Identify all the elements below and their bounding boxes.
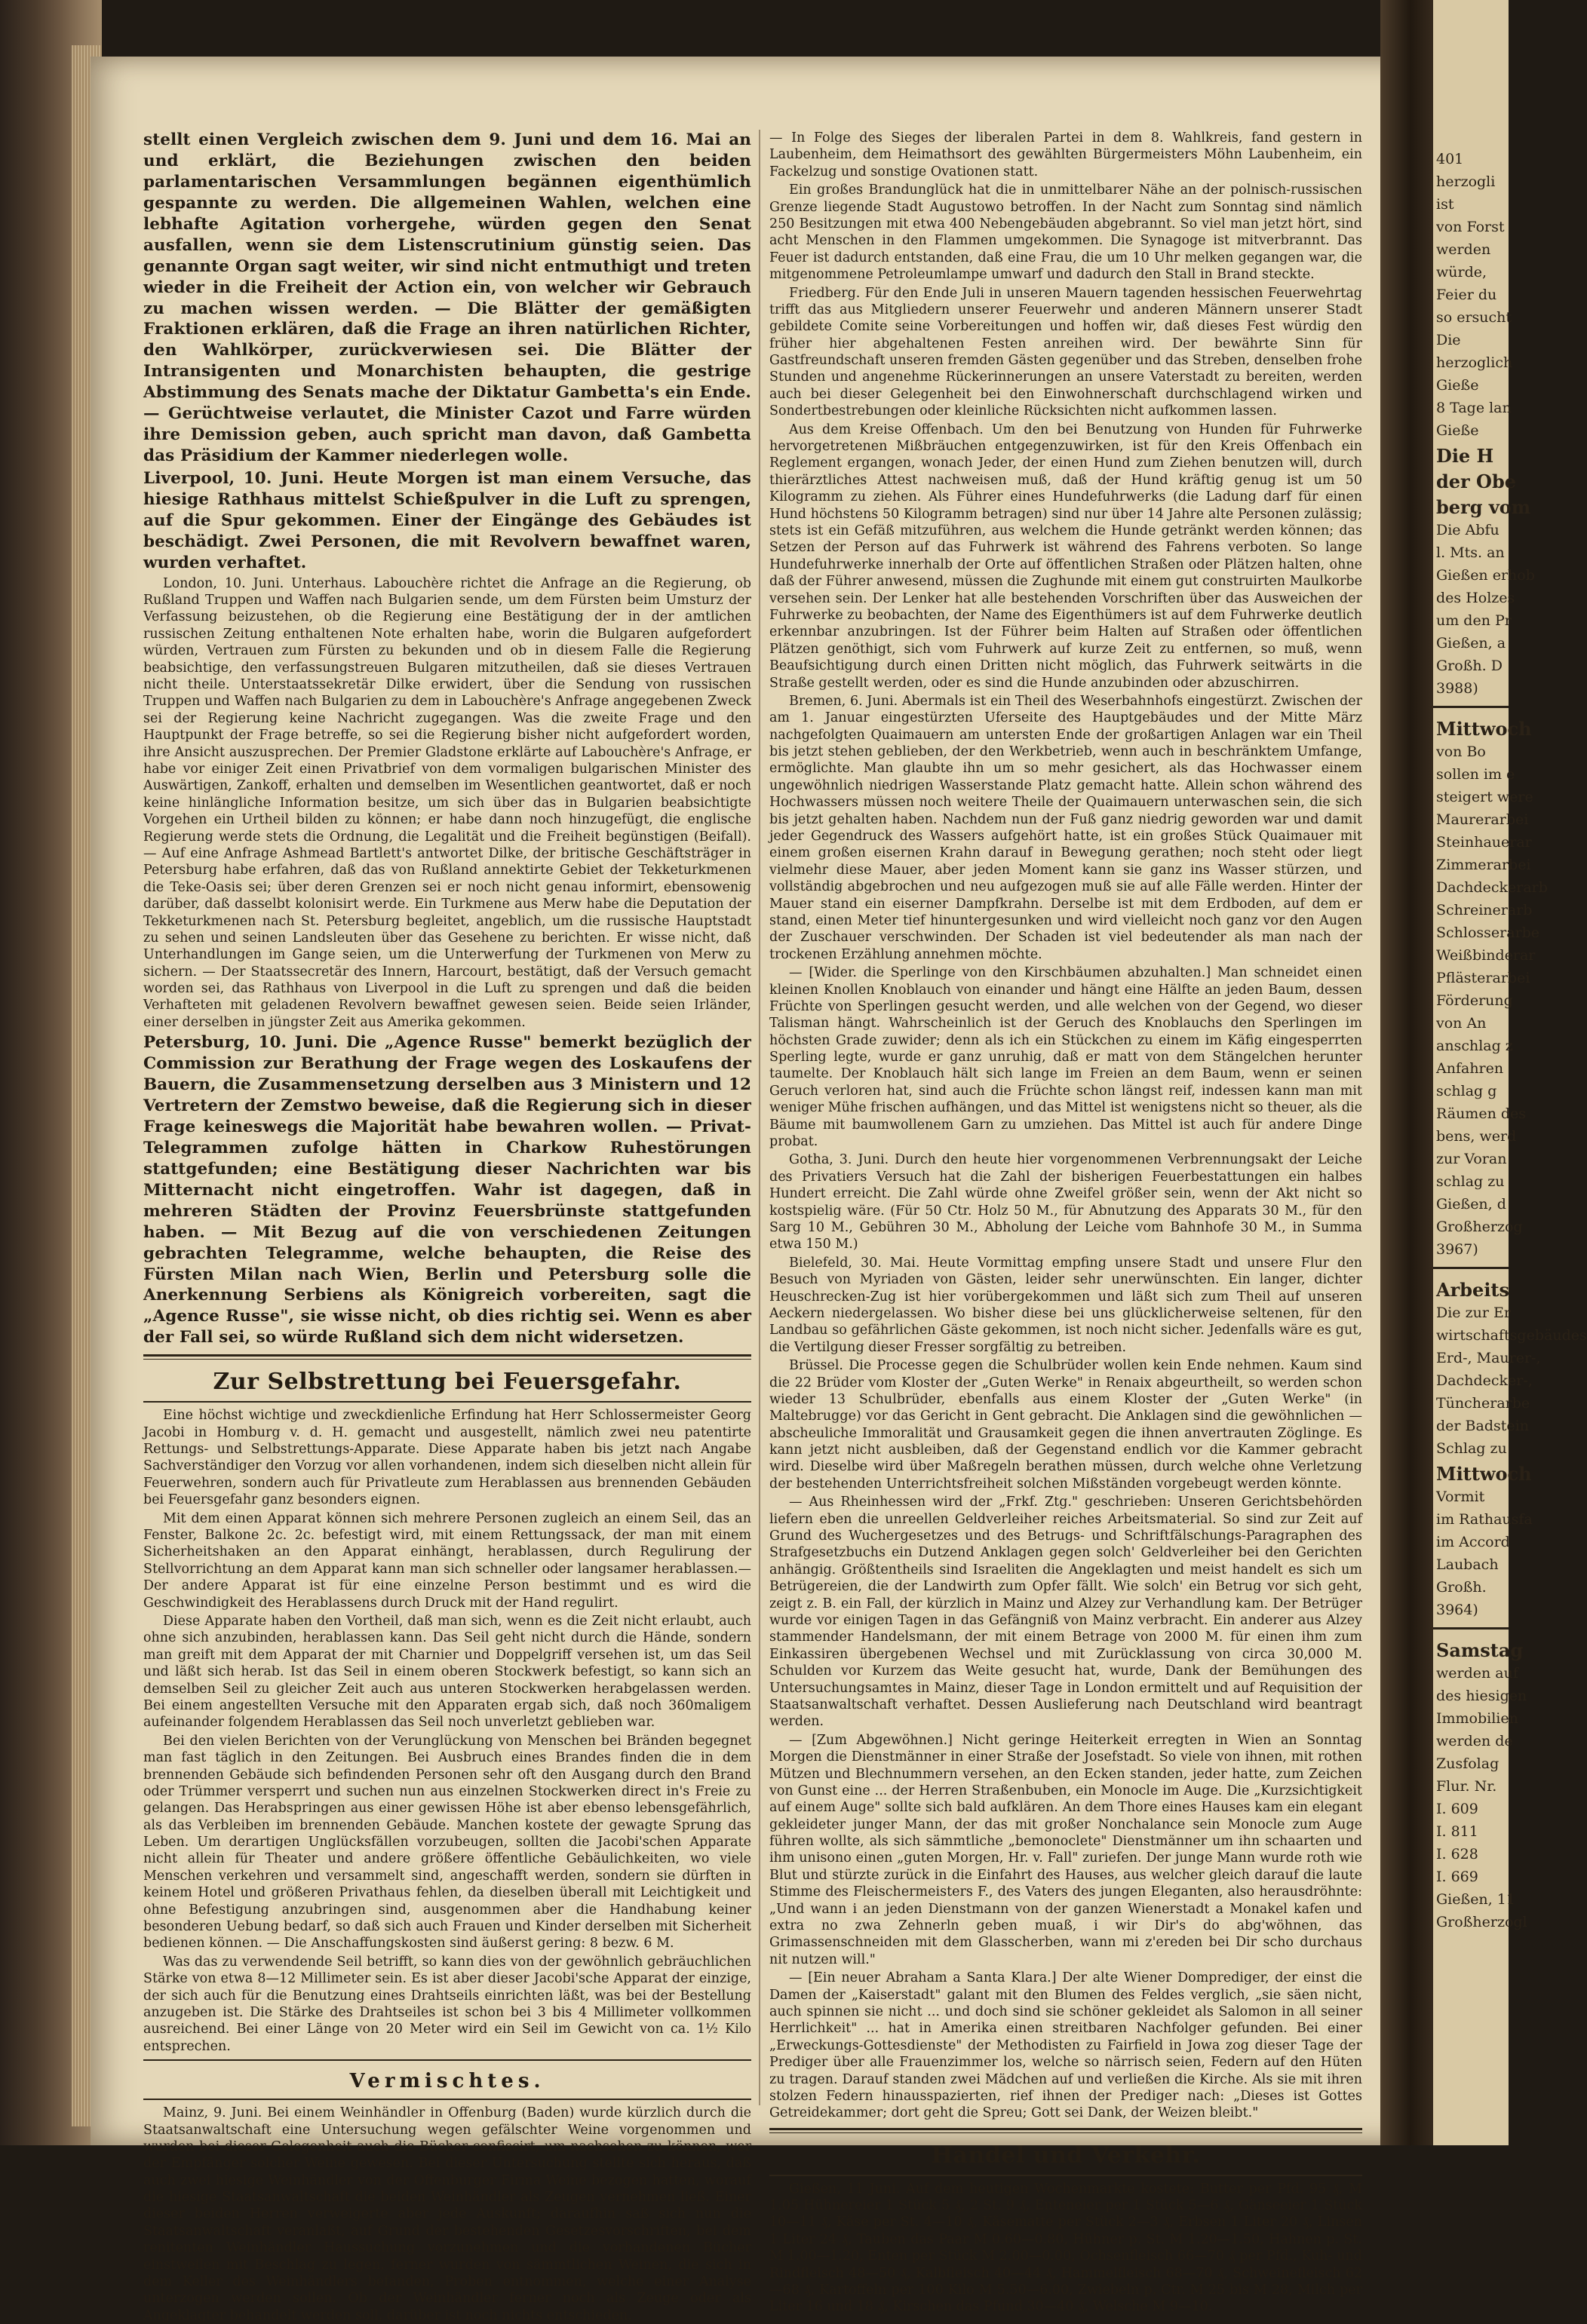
next-page-text: Dachdeckerarb	[1436, 879, 1548, 896]
next-page-text: Die	[1436, 332, 1461, 348]
next-page-text: 3988)	[1436, 680, 1478, 697]
next-page-text: Feier du	[1436, 287, 1497, 303]
next-page-text: steigert were	[1436, 789, 1533, 805]
next-page-text: Gießen erhob	[1436, 567, 1535, 584]
next-page-text: Schlag zu	[1436, 1440, 1507, 1457]
section-rule	[143, 1401, 751, 1403]
next-page-text: im Rathausfa	[1436, 1511, 1533, 1528]
next-page-rule	[1433, 1627, 1509, 1630]
next-page-rule	[1433, 706, 1509, 708]
next-page-text: würde,	[1436, 264, 1487, 281]
selbstrettung-para: Diese Apparate haben den Vortheil, daß man sich, wenn es die Zeit nicht erlaubt, auch ohne sich anzubinden, herablassen kann. Das Seil geht nicht durch die Hände, sondern man greift mit dem Apparat der mit Charnier und Doppelgriff versehen ist, um das Seil und läßt sich herab. Ist das Seil in einem oberen Stockwerk befestigt, so kann sich an demselben Seil zu gleicher Zeit auch aus unteren Stockwerken herabgelassen werden. Bei einem angestellten Versuche mit den Apparaten ergab sich, daß noch 360maligem aufeinander folgendem Herablassen das Seil noch unverletzt geblieben war.	[143, 1613, 751, 1731]
section-rule	[143, 1354, 751, 1360]
left-column	[143, 130, 751, 2323]
next-page-text: werden de	[1436, 1733, 1513, 1749]
next-page-text: herzogli	[1436, 173, 1496, 190]
next-page-text: von Bo	[1436, 743, 1486, 760]
next-page-text: I. 811	[1436, 1823, 1478, 1840]
next-page-text: Förderung	[1436, 992, 1513, 1009]
next-page-text: von An	[1436, 1015, 1487, 1032]
next-page-text: Laubach	[1436, 1556, 1499, 1573]
next-page-text: Die H	[1436, 445, 1494, 467]
selbstrettung-para: Mit dem einen Apparat können sich mehrere Personen zugleich an einem Seil, das an Fenster, Balkone 2c. 2c. befestigt wird, mit einem Rettungssack, der man mit einem Sicherheitshaken an den Apparat einhängt, herablassen, durch Regulirung der Stellvorrichtung an dem Apparat kann man sich schneller oder langsamer herablassen.— Der andere Apparat ist für eine einzelne Person bestimmt und es wird die Geschwindigkeit des Herablassens durch Druck mit der Hand regulirt.	[143, 1510, 751, 1611]
next-page-text: Weißbinderar	[1436, 947, 1536, 964]
section-rule	[769, 2128, 1362, 2133]
next-page-text: ist	[1436, 196, 1454, 213]
next-page-text: schlag zu	[1436, 1173, 1505, 1190]
next-page-text: der Obe	[1436, 471, 1517, 492]
next-page-text: der Badstein	[1436, 1418, 1529, 1434]
next-page-text: so ersucht	[1436, 309, 1512, 326]
next-page-text: Gieße	[1436, 377, 1479, 394]
next-page-text: schlag g	[1436, 1083, 1497, 1099]
next-page-text: anschlag z	[1436, 1038, 1513, 1054]
next-page-text: Gießen, a	[1436, 635, 1506, 652]
next-page-text: Großh.	[1436, 1579, 1487, 1596]
next-page-text: Großherzogl	[1436, 1914, 1527, 1930]
article-augustowo: Ein großes Brandunglück hat die in unmittelbarer Nähe an der polnisch-russischen Grenze liegende Stadt Augustowo betroffen. In der Nacht zum Sonntag sind nämlich 250 Besitzungen mit etwa 400 Nebengebäuden abgebrannt. So viel man jetzt hört, sind acht Menschen in den Flammen umgekommen. Die Synagoge ist mitverbrannt. Das Feuer ist dadurch entstanden, daß eine Frau, die um 10 Uhr melken gegangen war, die mitgenommene Petroleumlampe umwarf und dadurch den Stall in Brand steckte.	[769, 182, 1362, 283]
next-page-text: wirtschaftsgebäudes	[1436, 1327, 1587, 1344]
next-page-text: 8 Tage lan	[1436, 400, 1512, 416]
article-rheinhessen: — Aus Rheinhessen wird der „Frkf. Ztg." geschrieben: Unseren Gerichtsbehörden liefern eben die unreellen Geldverleiher reiches Arbeitsmaterial. So sind zur Zeit auf Grund des Wuchergesetzes und des Betrugs- und Schriftfälschungs-Paragraphen des Strafgesetzbuchs ein Dutzend Anklagen gegen solch' Geldverleiher bei den Gerichten anhängig. Größtentheils sind Israeliten die Angeklagten und meist handelt es sich um Betrügereien, die der Landwirth zum Opfer fällt. Wie solch' ein Betrug vor sich geht, zeigt z. B. ein Fall, der kürzlich in Mainz und Alzey zur Verhandlung kam. Der Betrüger wurde vor einigen Tagen in das Gefängniß von Mainz verbracht. Ein anderer aus Alzey stammender Handelsmann, der mit einem Betrage von 2000 M. für einen ihm zum Einkassiren übergebenen Wechsel und mit Zurücklassung von circa 30,000 M. Schulden vor Kurzem das Weite gesucht hat, wurde, Dank der Bemühungen des Untersuchungsamtes in Mainz, dieser Tage in London ermittelt und auf Requisition der Staatsanwaltschaft verhaftet. Dessen Auslieferung nach Deutschland wird beantragt werden.	[769, 1495, 1362, 1730]
next-page-text: Mittwoch	[1436, 1463, 1532, 1485]
article-bielefeld: Bielefeld, 30. Mai. Heute Vormittag empfing unsere Stadt und unsere Flur den Besuch von Myriaden von Gästen, leider sehr unerwünschten. Ein langer, dichter Heuschrecken-Zug ist hier vorübergekommen und läßt sich zum Theil auf unseren Aeckern niedergelassen. Wo bisher diese bei uns glücklicherweise seltenen, für den Landbau so gefährlichen Gäste gekommen, ist noch nicht sicher. Jedenfalls wäre es gut, die Vertilgung dieser Fresser sorgfältig zu betreiben.	[769, 1255, 1362, 1355]
next-page-text: Mittwoch	[1436, 718, 1532, 740]
article-gotha: Gotha, 3. Juni. Durch den heute hier vorgenommenen Verbrennungsakt der Leiche des Privatiers Versuch hat die Zahl der bisherigen Feuerbestattungen ein halbes Hundert erreicht. Die Zahl würde ohne Zweifel größer sein, wenn der Akt nicht so kostspielig wäre. (Für 50 Ctr. Holz 50 M., für Abnutzung des Apparats 30 M., für den Sarg 10 M., Gebühren 30 M., Abholung der Leiche vom Bahnhofe 30 M., in Summa etwa 150 M.)	[769, 1152, 1362, 1252]
next-page-text: um den Pr	[1436, 612, 1512, 629]
next-page-text: Flur. Nr.	[1436, 1778, 1497, 1795]
next-page-text: von Forst	[1436, 219, 1505, 235]
selbstrettung-para: Bei den vielen Berichten von der Verunglückung von Menschen bei Bränden begegnet man fast täglich in den Zeitungen. Bei Ausbruch eines Brandes finden die in dem brennenden Gebäude sich befindenden Personen sehr oft den Ausgang durch den Brand oder Trümmer versperrt und suchen nun aus einzelnen Stockwerken direct in's Freie zu gelangen. Das Herabspringen aus einer gewissen Höhe ist aber ebenso lebensgefährlich, als das Verbleiben im brennenden Gebäude. Manchen kostete der gewagte Sprung das Leben. Um derartigen Unglücksfällen vorzubeugen, sollten die Jacobi'schen Apparate nicht allein für Theater und andere größere öffentliche Gebäulichkeiten, wo viele Menschen verkehren und versammelt sind, angeschafft werden, sondern sie dürften in keinem Hotel und größeren Privathaus fehlen, da dieselben überall mit Leichtigkeit und ohne Befestigung anzubringen sind, ausgenommen aber die Handhabung keiner besonderen Uebung bedarf, so daß sich auch Frauen und Kinder derselben mit Sicherheit bedienen können. — Die Anschaffungskosten sind äußerst gering: 8 bezw. 6 M.	[143, 1733, 751, 1951]
next-page-text: Schreinerarb	[1436, 902, 1533, 918]
article-bruessel: Brüssel. Die Processe gegen die Schulbrüder wollen kein Ende nehmen. Kaum sind die 22 Brüder vom Kloster der „Guten Werke" in Renaix abgeurtheilt, so werden schon wieder 13 Schulbrüder, ebenfalls aus einem Kloster der „Guten Werke" (in Maltebrugge) vor das Gericht in Gent gebracht. Die Anklagen sind die gewöhnlichen — abscheuliche Immoralität und Grausamkeit gegen die ihnen anvertrauten Zöglinge. Es kann jetzt nicht ausbleiben, daß der Gegenstand endlich vor die Kammer gebracht wird. Dieselbe wird über Maßregeln berathen müssen, durch welche ohne Verletzung der bestehenden Unterrichtsfreiheit solchen Mißständen vorgebeugt werden könnte.	[769, 1358, 1362, 1492]
article-bremen: Bremen, 6. Juni. Abermals ist ein Theil des Weserbahnhofs eingestürzt. Zwischen der am 1. Januar eingestürzten Uferseite des Hauptgebäudes und der Mitte März nachgefolgten Quaimauern am untersten Ende der großartigen Anlagen war ein Theil bis jetzt stehen geblieben, der den Werkbetrieb, wenn auch in beschränktem Umfange, ermöglichte. Man glaubte ihn um so mehr gesichert, als das Hochwasser einem ungewöhnlich niedrigen Wasserstande Platz gemacht hatte. Allein schon während des Hochwassers müssen noch weitere Theile der Quaimauern unterwaschen sein, die sich bis jetzt gehalten haben. Nachdem nun der Fuß ganz niedrig geworden war und damit jeder Gegendruck des Wassers aufgehört hatte, ist ein großes Stück Quaimauer mit einem großen eisernen Krahn darauf in Bewegung gerathen; noch steht oder liegt vielmehr diese Mauer, aber jeden Moment kann sie ganz ins Wasser stürzen, und vollständig abgebrochen und neu aufgezogen muß sie auf alle Fälle werden. Hinter der Mauer stand ein eiserner Dampfkrahn. Derselbe ist mit dem Erdboden, auf dem er stand, einen Meter tief hinuntergesunken und wird vielleicht noch ganz vor den Augen der Zuschauer verschwinden. Der Schaden ist viel bedeutender als man nach der trockenen Erzählung annehmen möchte.	[769, 693, 1362, 962]
next-page-text: Steinhauerar	[1436, 834, 1532, 851]
next-page-rule	[1433, 1267, 1509, 1269]
next-page-text: l. Mts. an	[1436, 544, 1505, 561]
article-giessen-market: Gießen, 11 Juni. Auf dem heutigen Wochenmarkte kostete: Butter per Pfd. 95 ₰, M 1.05 Hühnereier 1 Stück 5 ₰, 2 St. 9 ₰, Enteneier per 1 Stück 5—6 ₰, Gänseeier 1 Stück 10—11 ₰, Käse per St. 4—10 ₰, Käsematte per Stück 2—3 ₰, Erbsen 1 Liter 20 ₰, Linsen 1 Liter 24 ₰, Tauben das Paar M 0.60—0.80, Hühner p. St. M 1.20—1.50, Hahnen p. St. M 1.00—1.20, Enten per Stück M 2.00—0.00, Ochsenfleisch 66—70 ₰ per Pfd., Kuh- und Rindfleisch 48—50 ₰, Kalbfleisch 40—44 ₰, Hammelfleisch 68—70 ₰, Schweinefleisch 62—68 ₰, Kartoffeln per 100 Kilo M 5.50—6.00, Zwiebeln p. Ctr. M 25 bis M 28, Milch per Liter 16 und 18 ₰, Kirschen das Pfund 30—40 ₰, Welsche M 9—10.	[769, 2181, 1362, 2315]
next-page-text: zur Voran	[1436, 1151, 1507, 1167]
next-page-text: Immobilien	[1436, 1710, 1518, 1727]
next-page-text: Zusfolag	[1436, 1755, 1500, 1772]
next-page-text: Erd-, Maurer-,	[1436, 1350, 1541, 1366]
next-page-fragment	[1433, 0, 1587, 2145]
next-page-text: Zimmerarbei	[1436, 857, 1531, 873]
column-divider	[759, 130, 760, 2105]
right-column	[769, 130, 1362, 2315]
next-page-text: Schlosserarbe	[1436, 924, 1540, 941]
article-friedberg: Friedberg. Für den Ende Juli in unseren Mauern tagenden hessischen Feuerwehrtag trifft das aus Mitgliedern unserer Feuerwehr und anderen Männern unserer Stadt gebildete Comite seine Vorbereitungen und hoffen wir, daß dieses Fest würdig den früher hier abgehaltenen Festen anreihen wird. Der bewährte Sinn für Gastfreundschaft unseren fremden Gästen gegenüber und das Streben, denselben frohe Stunden und angenehme Rückerinnerungen an unsere Vaterstadt zu bereiten, werden auch bei dieser Gelegenheit bei den Einwohnerschaft durchschlagend wirken und Sondertbestrebungen oder kleinliche Rücksichten nicht aufkommen lassen.	[769, 285, 1362, 419]
next-page-text: Pflästerarbei	[1436, 970, 1530, 986]
book-gutter	[1380, 0, 1441, 2145]
article-offenbach: Aus dem Kreise Offenbach. Um den bei Benutzung von Hunden für Fuhrwerke hervorgetretenen Mißbräuchen entgegenzuwirken, ist für den Kreis Offenbach ein Reglement ergangen, wonach Jeder, der einen Hund zum Ziehen benutzen will, durch thierärztliches Attest nachweisen muß, daß der Hund kräftig genug ist um 50 Kilogramm zu ziehen. Als Führer eines Hundefuhrwerks (die Ladung darf für einen Hund höchstens 50 Kilogramm betragen) sind nur über 14 Jahre alte Personen zulässig; stets ist ein Gefäß mitzuführen, aus welchem die Hunde getränkt werden können; das Setzen der Person auf das Fuhrwerk ist während des Fahrens verboten. So lange Hundefuhrwerke innerhalb der Orte auf öffentlichen Straßen oder Plätzen halten, ohne daß der Führer anwesend, müssen die Zughunde mit einem gut construirten Maulkorbe versehen sein. Der Lenker hat alle bestehenden Vorschriften über das Ausweichen der Fuhrwerke zu beobachten, der Name des Eigenthümers ist auf dem Fuhrwerke deutlich erkennbar anzubringen. Ist der Führer beim Halten auf Straßen oder öffentlichen Plätzen genöthigt, sich vom Fuhrwerk auf kurze Zeit zu entfernen, so muß, wenn Beaufsichtigung durch einen Dritten nicht möglich, das Fuhrwerk seitwärts in die Straße gestellt werden, oder es sind die Hunde anzubinden oder abzuschirren.	[769, 422, 1362, 691]
next-page-text: im Accord	[1436, 1534, 1510, 1550]
next-page-text: Die Abfu	[1436, 522, 1500, 538]
next-page-text: 401	[1436, 151, 1464, 167]
next-page-text: Gieße	[1436, 422, 1479, 439]
next-page-text: Räumen des	[1436, 1105, 1527, 1122]
next-page-text: des Holzes	[1436, 590, 1515, 606]
next-page-text: Großh. D	[1436, 658, 1503, 674]
article-france: stellt einen Vergleich zwischen dem 9. Juni und dem 16. Mai an und erklärt, die Beziehungen zwischen den beiden parlamentarischen Versammlungen begännen eigenthümlich gespannte zu werden. Die allgemeinen Wahlen, welchen eine lebhafte Agitation vorhergehe, würden gegen den Senat ausfallen, wenn sie dem Listenscrutinium günstig seien. Das genannte Organ sagt weiter, wir sind nicht entmuthigt und treten wieder in die Freiheit der Action ein, von welcher wir Gebrauch zu machen wissen werden. — Die Blätter der gemäßigten Fraktionen erklären, daß die Frage an ihren natürlichen Richter, den Wahlkörper, zurückverwiesen sei. Die Blätter der Intransigenten und Monarchisten behaupten, die gestrige Abstimmung des Senats mache der Diktatur Gambetta's ein Ende. — Gerüchtweise verlautet, die Minister Cazot und Farre würden ihre Demission geben, auch spricht man davon, daß Gambetta das Präsidium der Kammer niederlegen wolle.	[143, 130, 751, 466]
next-page-text: bens, werd	[1436, 1128, 1517, 1145]
next-page-text: berg vom	[1436, 496, 1531, 518]
selbstrettung-para: Eine höchst wichtige und zweckdienliche Erfindung hat Herr Schlossermeister Georg Jacobi in Homburg v. d. H. gemacht und ausgestellt, nämlich zwei neu patentirte Rettungs- und Selbstrettungs-Apparate. Diese Apparate haben bis jetzt nach Angabe Sachverständiger den Vorzug vor allen vorhandenen, indem sich dieselben nicht allein für Feuerwehren, sondern auch für Privatleute zum Herablassen aus brennenden Gebäuden bei Feuersgefahr ganz besonders eignen.	[143, 1408, 751, 1508]
article-petersburg: Petersburg, 10. Juni. Die „Agence Russe" bemerkt bezüglich der Commission zur Berathung der Frage wegen des Loskaufens der Bauern, die Zusammensetzung derselben aus 3 Ministern und 12 Vertretern der Zemstwo beweise, daß die Regierung sich in dieser Frage keineswegs die Majorität habe bewahren wollen. — Privat-Telegrammen zufolge hätten in Charkow Ruhestörungen stattgefunden; eine Bestätigung dieser Nachrichten war bis Mitternacht nicht eingetroffen. Wahr ist dagegen, daß in mehreren Städten der Provinz Feuersbrünste stattgefunden haben. — Mit Bezug auf die von verschiedenen Zeitungen gebrachten Telegramme, welche behaupten, die Reise des Fürsten Milan nach Wien, Berlin und Petersburg solle die Anerkennung Serbiens als Königreich vorbereiten, sagt die „Agence Russe", sie wisse nicht, ob dies richtig sei. Wenn es aber der Fall sei, so würde Rußland sich dem nicht widersetzen.	[143, 1033, 751, 1347]
section-rule	[769, 2175, 1362, 2176]
next-page-text: I. 609	[1436, 1801, 1478, 1817]
section-rule	[143, 2099, 751, 2100]
next-page-text: werden	[1436, 241, 1491, 258]
article-mainz: Mainz, 9. Juni. Bei einem Weinhändler in Offenburg (Baden) wurde kürzlich durch die Staatsanwaltschaft eine Untersuchung wegen gefälschter Weine vorgenommen und wurden bei dieser Gelegenheit auch die Bücher confiscirt, um nachsehen zu können, wer der Empfänger solcher Weine gewesen. Bei dieser Untersuchung stellte sich heraus, daß auch zwei hiesige Weinhändler von der Offenburger Firma Weine bezogen hatten, worauf die hiesige Staatsanwaltschaft die beiden Weinhändler als Zeugen vernehmen ließ. Einer dieser beiden Herren verweigerte aber jede Auskunft; daraufhin saß sich nun die Staatsanwaltschaft veranlaßt, auf Grund der bestehenden Gesetzesvorschriften, bei dem renitenten Weinhändler Haussuchung vorzunehmen und die vorhandenen Bücher einstweilen mit Beschlag zu legen, ferner wurden von sämmtlichen Weinen, die sich in dem Keller des Weinhändlers befanden, Proben entnommen, welche einer Analyse unterzogen werden sollen. Ob der Weinhändler ferner noch als Zeuge oder als Angeklagter behandelt werden soll, darüber ist noch nichts entschieden.	[143, 2105, 751, 2323]
next-page-text: Dachdecker-,	[1436, 1372, 1533, 1389]
next-page-text: Arbeits	[1436, 1279, 1510, 1301]
selbstrettung-para: Was das zu verwendende Seil betrifft, so kann dies von der gewöhnlich gebräuchlichen Stärke von etwa 8—12 Millimeter sein. Es ist aber dieser Jacobi'sche Apparat der einzige, der sich auch für die Benutzung eines Drahtseils einrichten läßt, was bei der Bestellung anzugeben ist. Die Stärke des Drahtseiles ist schon bei 3 bis 4 Millimeter vollkommen ausreichend. Bei einer Länge von 20 Meter wird ein Seil im Gewicht von ca. 1½ Kilo entsprechen.	[143, 1954, 751, 2054]
next-page-text: sollen im e	[1436, 766, 1515, 783]
next-page-text: des hiesigen	[1436, 1688, 1527, 1704]
next-page-text: Gießen, d	[1436, 1196, 1506, 1213]
next-page-text: I. 669	[1436, 1869, 1478, 1885]
next-page-text: I. 628	[1436, 1846, 1478, 1863]
heading-handel: Handel und Verkehr.	[931, 2142, 1201, 2169]
next-page-text: Maurerarbei	[1436, 811, 1529, 828]
next-page-text: 3964)	[1436, 1602, 1478, 1618]
article-abraham: — [Ein neuer Abraham a Santa Klara.] Der alte Wiener Domprediger, der einst die Damen der „Kaiserstadt" galant mit den Blumen des Feldes verglich, „sie säen nicht, auch spinnen sie nicht ... und doch sind sie schöner gekleidet als Salomon in all seiner Herrlichkeit" ... hat in Amerika einen streitbaren Nachfolger gefunden. Bei einer „Erweckungs-Gottesdienste" der Methodisten zu Fairfield in Jowa zog dieser Tage der Prediger über alle Frauenzimmer los, welche so närrisch seien, Federn auf den Hüten zu tragen. Darauf standen zwei Mädchen auf und verließen die Kirche. Als sie mit ihren stolzen Federn hinausspazierten, rief ihnen der Prediger nach: „Dieses ist Gottes Getreidekammer; dort geht die Spreu; Gott sei Dank, der Weizen bleibt."	[769, 1970, 1362, 2121]
next-page-text: Gießen, 11	[1436, 1891, 1515, 1908]
next-page-text: werden auf	[1436, 1665, 1518, 1682]
heading-vermischtes: Vermischtes.	[349, 2070, 545, 2093]
article-liverpool: Liverpool, 10. Juni. Heute Morgen ist man einem Versuche, das hiesige Rathhaus mittelst Schießpulver in die Luft zu sprengen, auf die Spur gekommen. Einer der Eingänge des Gebäudes ist beschädigt. Zwei Personen, die mit Revolvern bewaffnet waren, wurden verhaftet.	[143, 469, 751, 572]
article-laubenheim: — In Folge des Sieges der liberalen Partei in dem 8. Wahlkreis, fand gestern in Laubenheim, dem Heimathsort des gewählten Bürgermeisters Möhn Laubenheim, ein Fackelzug und sonstige Ovationen statt.	[769, 130, 1362, 179]
article-abgewoehnen: — [Zum Abgewöhnen.] Nicht geringe Heiterkeit erregten in Wien an Sonntag Morgen die Dienstmänner in einer Straße der Josefstadt. So viele von ihnen, mit rothen Mützen und Blechnummern versehen, an den Ecken standen, jeder hatte, zum Zeichen von Gunst eine ... der Herren Straßenbuben, ein Monocle im Auge. Die „Kurzsichtigkeit auf einem Auge" sollte sich bald aufklären. An dem Thore eines Hauses kam ein elegant gekleideter junger Mann, der das mit großer Nonchalance sein Monocle zum Auge führen wollte, als sich sämmtliche „bemonoclete" Dienstmänner um ihn schaarten und ihm unisono einen „guten Morgen, Hr. v. Fall" zuriefen. Der junge Mann wurde roth wie Blut und stürzte zurück in die Einfahrt des Hauses, aus welcher gleich darauf die laute Stimme des Fleischermeisters F., des Vaters des jungen Eleganten, also herausdröhnte: „Und wann i an jeden Dienstmann von der ganzen Wienerstadt a Monakel kafen und extra no zwa Zehnerln geben muaß, i wir Dir's do abg'wöhnen, das Grimassenschneiden mit dem Glasscherben, wann mi z'ereden bei Dir scho durchaus nit nutzen will."	[769, 1732, 1362, 1967]
next-page-text: Vormit	[1436, 1489, 1485, 1505]
next-page-text: Anfahren	[1436, 1060, 1504, 1077]
next-page-text: Großherzog	[1436, 1219, 1523, 1235]
section-rule	[143, 2059, 751, 2061]
next-page-text: 3967)	[1436, 1241, 1478, 1258]
next-page-text: Die zur Er	[1436, 1305, 1511, 1321]
article-london: London, 10. Juni. Unterhaus. Labouchère richtet die Anfrage an die Regierung, ob Rußland Truppen und Waffen nach Bulgarien sende, um dem Fürsten beim Umsturz der Verfassung beizustehen, ob die Regierung eine Bestätigung der in der amtlichen russischen Zeitung enthaltenen Note erhalten habe, worin die Bulgaren aufgefordert würden, Vertrauen zum Fürsten zu bekunden und ob in diesem Falle die Regierung beabsichtige, den verfassungstreuen Bulgaren mitzutheilen, daß sie dieses Vertrauen nicht theile. Unterstaatssekretär Dilke erwidert, über die Sendung von russischen Truppen und Waffen nach Bulgarien zu dem in Labouchère's Anfrage angegebenen Zweck sei der Regierung keine Nachricht zugegangen. Was die zweite Frage und den Hauptpunkt der Frage betreffe, so sei die Regierung bisher nicht aufgefordert worden, ihre Ansicht auszusprechen. Der Premier Gladstone erklärte auf Labouchère's Anfrage, er habe vor einiger Zeit einen Privatbrief von dem vormaligen bulgarischen Minister des Auswärtigen, Zankoff, erhalten und demselben im Wesentlichen geantwortet, daß er noch keine hinlängliche Information besitze, um sich über das in Bulgarien beabsichtigte Vorgehen ein Urtheil bilden zu können; er habe dann noch hinzugefügt, die englische Regierung werde stets die Ordnung, die Legalität und die Freiheit begünstigen (Beifall). — Auf eine Anfrage Ashmead Bartlett's antwortet Dilke, der britische Geschäftsträger in Petersburg habe erfahren, daß das von Rußland annektirte Gebiet der Tekketurkmenen die Teke-Oasis sei; über deren Grenzen sei er noch nicht genau informirt, ebensowenig darüber, daß dasselbt kolonisirt werde. Ein Turkmene aus Merw habe die Deputation der Tekketurkmenen nach St. Petersburg begleitet, angeblich, um die russische Hauptstadt zu sehen und seinen Landsleuten über das Gesehene zu berichten. Er wisse nicht, daß Unterhandlungen im Gange seien, um die Unterwerfung der Turkmenen von Merw zu sichern. — Der Staatssecretär des Innern, Harcourt, bestätigt, daß der Versuch gemacht worden sei, das Rathhaus von Liverpool in die Luft zu sprengen und daß die beiden Verhafteten mit geladenen Revolvern bewaffnet gewesen seien. Beide seien Irländer, einer derselben in jüngster Zeit aus Amerika gekommen.	[143, 575, 751, 1030]
next-page-text: herzoglich	[1436, 354, 1513, 371]
heading-selbstrettung: Zur Selbstrettung bei Feuersgefahr.	[213, 1369, 682, 1396]
next-page-text: Samstag	[1436, 1639, 1524, 1661]
article-sperlinge: — [Wider. die Sperlinge von den Kirschbäumen abzuhalten.] Man schneidet einen kleinen Knollen Knoblauch von einander und hängt eine Hälfte an jeden Baum, dessen Früchte von Sperlingen gesucht werden, und alle welchen von der Gegend, wo dieser Talisman hängt. Wahrscheinlich ist der Geruch des Knoblauchs den Sperlingen im höchsten Grade zuwider; denn als ich ein Stückchen zu einem im Käfig eingesperrten Sperling legte, wurde er ganz unruhig, daß er matt von dem Stängelchen herunter taumelte. Der Knoblauch hält sich lange im Freien an dem Baum, wenn er seinen Geruch verloren hat, sind auch die Früchte schon längst reif, indessen kann man mit weniger Mühe frischen aufhängen, und das Mittel ist wenigstens nicht so theuer, als die Bäume mit baumwollenem Garn zu umziehen. Das Mittel ist auch für andere Dinge probat.	[769, 965, 1362, 1150]
next-page-text: Tüncherarbe	[1436, 1395, 1530, 1412]
